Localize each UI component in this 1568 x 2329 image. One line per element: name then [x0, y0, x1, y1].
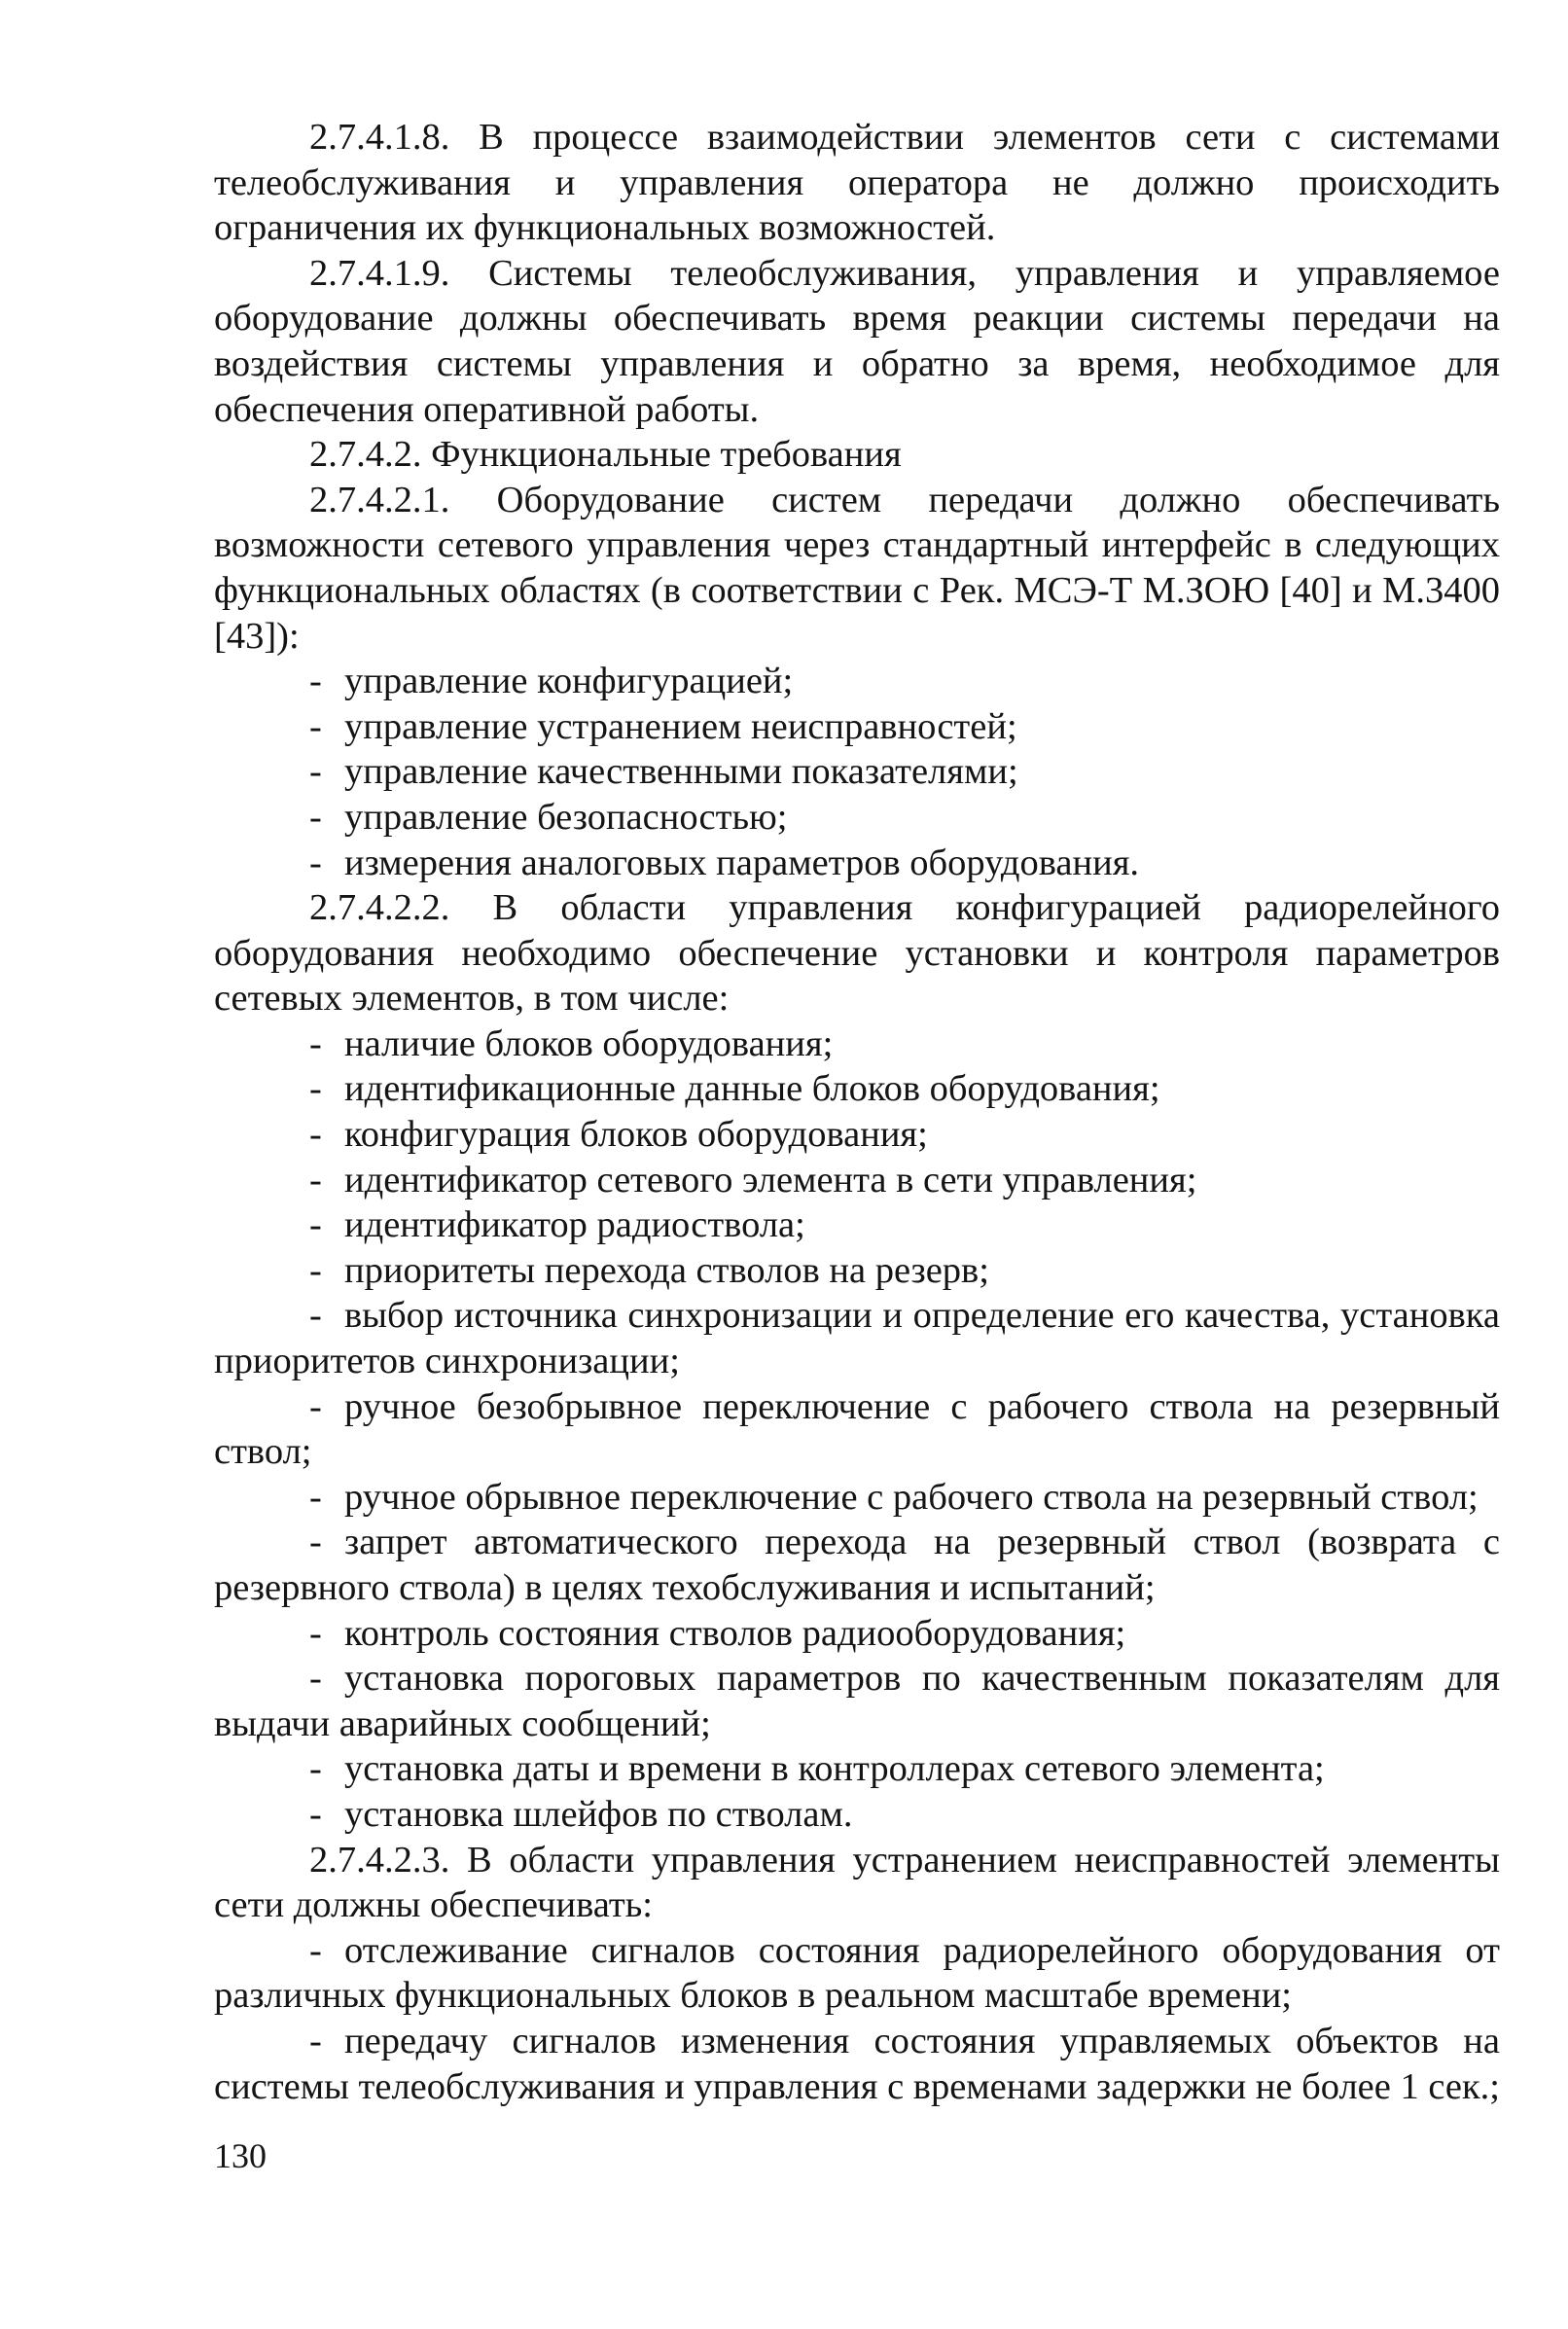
list-item-text: управление конфигурацией;	[344, 661, 794, 702]
list-dash: -	[309, 1249, 322, 1291]
list-dash: -	[309, 1748, 322, 1790]
paragraph-2-7-4-2-1: 2.7.4.2.1. Оборудование систем передачи должно обеспечивать возможности сетевого управления через стандартный интерфейс в следующих функциональных областях (в соответствии с Рек. МСЭ-Т М.ЗОЮ [40] и М.3400 [43]):	[214, 479, 1500, 657]
configuration-parameters-list	[214, 1021, 1500, 1838]
list-item	[214, 749, 1500, 795]
list-dash: -	[309, 1204, 322, 1246]
paragraph-2-7-4-2-2: 2.7.4.2.2. В области управления конфигурацией радиорелейного оборудования необходимо обеспечение установки и контроля параметров сетевых элементов, в том числе:	[214, 887, 1500, 1020]
list-dash: -	[309, 1476, 322, 1518]
list-item	[214, 1611, 1500, 1657]
list-item-text: установка пороговых параметров по качественным показателям для выдачи аварийных сообщений;	[214, 1658, 1500, 1744]
list-item-text: идентификационные данные блоков оборудования;	[344, 1068, 1160, 1110]
list-item-text: передачу сигналов изменения состояния управляемых объектов на системы телеобслуживания и управления с временами задержки не более 1 сек.;	[214, 2020, 1501, 2107]
list-item-text: ручное обрывное переключение с рабочего ствола на резервный ствол;	[344, 1476, 1479, 1518]
list-item-text: выбор источника синхронизации и определение его качества, установка приоритетов синхронизации;	[214, 1295, 1500, 1382]
list-dash: -	[309, 1068, 322, 1110]
list-item-text: приоритеты перехода стволов на резерв;	[344, 1249, 989, 1291]
paragraph-2-7-4-2-3: 2.7.4.2.3. В области управления устранением неисправностей элементы сети должны обеспечивать:	[214, 1839, 1500, 1926]
list-item	[214, 1520, 1500, 1610]
list-dash: -	[309, 1385, 322, 1427]
list-item	[214, 1021, 1500, 1067]
list-dash: -	[309, 842, 322, 883]
list-item-text: наличие блоков оборудования;	[344, 1022, 834, 1064]
list-item-text: установка даты и времени в контроллерах сетевого элемента;	[344, 1748, 1325, 1790]
list-item	[214, 1293, 1500, 1383]
fault-management-list	[214, 1928, 1500, 2109]
list-item	[214, 795, 1500, 841]
list-item	[214, 1112, 1500, 1158]
list-item-text: управление устранением неисправностей;	[344, 705, 1017, 747]
list-item	[214, 1248, 1500, 1294]
list-dash: -	[309, 705, 322, 747]
list-item-text: управление качественными показателями;	[344, 751, 1018, 793]
list-item-text: конфигурация блоков оборудования;	[344, 1114, 928, 1156]
list-dash: -	[309, 1522, 322, 1563]
list-dash: -	[309, 1022, 322, 1064]
list-dash: -	[309, 2020, 322, 2061]
list-dash: -	[309, 1159, 322, 1200]
list-dash: -	[309, 1114, 322, 1156]
list-dash: -	[309, 751, 322, 793]
list-item	[214, 1066, 1500, 1112]
list-dash: -	[309, 1929, 322, 1971]
list-item	[214, 1202, 1500, 1248]
page-number: 130	[214, 2136, 267, 2175]
list-item	[214, 1158, 1500, 1203]
section-heading-2-7-4-2: 2.7.4.2. Функциональные требования	[309, 434, 902, 476]
list-dash: -	[309, 1295, 322, 1337]
list-item	[214, 1746, 1500, 1792]
list-item	[214, 2019, 1500, 2109]
list-item-text: установка шлейфов по стволам.	[344, 1793, 853, 1835]
list-item-text: ручное безобрывное переключение с рабочего ствола на резервный ствол;	[214, 1385, 1500, 1473]
list-item-text: идентификатор сетевого элемента в сети управления;	[344, 1159, 1197, 1200]
list-dash: -	[309, 1793, 322, 1835]
list-item-text: управление безопасностью;	[344, 796, 788, 838]
list-dash: -	[309, 796, 322, 838]
document-page	[214, 115, 1500, 2109]
list-item-text: отслеживание сигналов состояния радиорелейного оборудования от различных функциональных блоков в реальном масштабе времени;	[214, 1929, 1500, 2017]
list-item	[214, 704, 1500, 750]
list-item	[214, 1928, 1500, 2019]
list-item	[214, 1656, 1500, 1746]
list-item-text: измерения аналоговых параметров оборудования.	[344, 842, 1140, 883]
list-item	[214, 1792, 1500, 1838]
paragraph-2-7-4-1-9: 2.7.4.1.9. Системы телеобслуживания, управления и управляемое оборудование должны обеспечивать время реакции системы передачи на воздействия системы управления и обратно за время, необходимое для обеспечения оперативной работы.	[214, 252, 1500, 430]
list-item	[214, 841, 1500, 886]
management-areas-list	[214, 659, 1500, 885]
list-item-text: запрет автоматического перехода на резервный ствол (возврата с резервного ствола) в целях техобслуживания и испытаний;	[214, 1522, 1500, 1608]
list-item	[214, 659, 1500, 704]
list-item	[214, 1475, 1500, 1521]
list-dash: -	[309, 1658, 322, 1700]
list-item	[214, 1384, 1500, 1475]
paragraph-2-7-4-1-8: 2.7.4.1.8. В процессе взаимодействии элементов сети с системами телеобслуживания и управления оператора не должно происходить ограничения их функциональных возможностей.	[214, 117, 1500, 249]
list-dash: -	[309, 1612, 322, 1654]
list-item-text: контроль состояния стволов радиооборудования;	[344, 1612, 1126, 1654]
list-item-text: идентификатор радиоствола;	[344, 1204, 805, 1246]
list-dash: -	[309, 661, 322, 702]
